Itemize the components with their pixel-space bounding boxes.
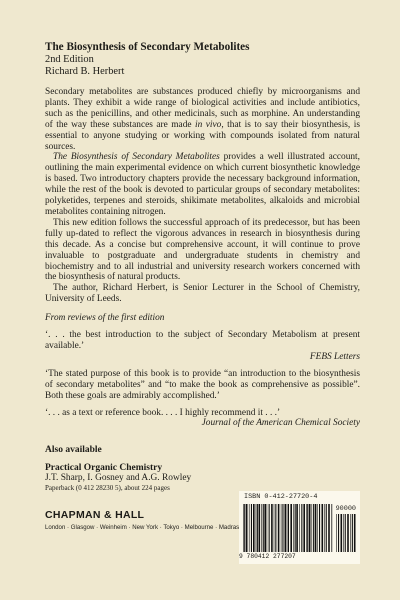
review-quote: ‘The stated purpose of this book is to provide “an introduction to the biosynthesis of secondary metabolites” and “to make the book as comprehensive as possible”. Both these goals are admirably accomplished.’ [45, 368, 360, 401]
barcode-bar [275, 504, 276, 552]
barcode-bar [288, 504, 289, 552]
also-available-title: Practical Organic Chemistry [45, 463, 163, 474]
barcode-box [239, 491, 360, 564]
barcode-bar [295, 504, 296, 552]
barcode-bar [271, 504, 273, 552]
review-quote: ‘. . . the best introduction to the subject of Secondary Metabolism at present available.’ [45, 330, 360, 352]
barcode-bar [354, 514, 356, 552]
review-quote: ‘. . . as a text or reference book. . . . I highly recommend it . . .’ [45, 407, 281, 418]
barcode-bar [336, 514, 337, 552]
cover-content [45, 41, 360, 493]
barcode-bar [313, 504, 314, 552]
barcode-bar [257, 504, 258, 552]
review-2 [45, 369, 360, 402]
review-3 [45, 408, 360, 430]
barcode-bar [278, 504, 280, 552]
barcode-bar [293, 504, 294, 552]
barcode-bar [331, 504, 332, 552]
description-paragraph-4: The author, Richard Herbert, is Senior Lecturer in the School of Chemistry, University of Leeds. [45, 283, 360, 305]
barcode-bar [315, 504, 317, 552]
also-available-details: Paperback (0 412 28230 5), about 224 pages [45, 484, 170, 493]
barcode-bar [256, 504, 257, 552]
barcode-bar [243, 504, 244, 552]
barcode-bar [352, 514, 353, 552]
barcode-bar [287, 504, 288, 552]
description-paragraph-1: Secondary metabolites are substances produced chiefly by microorganisms and plants. They exhibit a wide range of biological activities and include antibiotics, such as the penicillins, and other medicinals, such as morphine. An understanding of the way these substances are made in vivo, that is to say their biosynthesis, is essential to anyone studying or working with compounds isolated from natural sources. [45, 87, 360, 152]
barcode-bar [281, 504, 282, 552]
barcode-bar [350, 514, 351, 552]
barcode-bar [261, 504, 262, 552]
barcode-bar [299, 504, 300, 552]
barcode-bar [343, 514, 344, 552]
barcode-bar [263, 504, 264, 552]
barcode-bar [274, 504, 275, 552]
reviews-heading: From reviews of the first edition [45, 313, 165, 324]
also-available-authors: J.T. Sharp, I. Gosney and A.G. Rowley [45, 473, 192, 484]
barcode-bar [347, 514, 349, 552]
review-1 [45, 330, 360, 363]
barcode-bar [328, 504, 330, 552]
barcode-bar [285, 504, 287, 552]
review-source: Journal of the American Chemical Society [201, 418, 360, 429]
barcode-bar [319, 504, 320, 552]
barcode-bar [259, 504, 261, 552]
publisher-block [45, 509, 240, 531]
book-edition: 2nd Edition [45, 54, 94, 65]
description-paragraph-2: The Biosynthesis of Secondary Metabolites provides a well illustrated account, outlining the main experimental evidence on which current biosynthetic knowledge is based. Two introductory chapters provide the necessary background information, while the rest of the book is devoted to particular groups of secondary metabolites: polyketides, terpenes and steroids, shikimate metabolites, alkaloids and microbial metabolites containing nitrogen. [45, 152, 360, 217]
book-author: Richard B. Herbert [45, 66, 125, 77]
isbn-label: ISBN 0-412-27720-4 [244, 493, 318, 501]
barcode-bar [322, 504, 324, 552]
barcode-bar [296, 504, 298, 552]
barcode-bar [282, 504, 283, 552]
barcode-bar [290, 504, 292, 552]
barcode-bar [324, 504, 325, 552]
barcode-bar [312, 504, 313, 552]
barcode-bar [249, 504, 250, 552]
barcode-bar [345, 514, 346, 552]
barcode-bar [264, 504, 266, 552]
barcode-bar [253, 504, 255, 552]
barcode-bar [244, 504, 245, 552]
barcode-bar [306, 504, 307, 552]
barcode-bar [251, 504, 252, 552]
also-available-heading: Also available [45, 445, 102, 456]
barcode-bar [246, 504, 248, 552]
publisher-cities: London · Glasgow · Weinheim · New York · Tokyo · Melbourne · Madras [45, 524, 240, 531]
barcode-bar [307, 504, 308, 552]
barcode-bar [326, 504, 327, 552]
review-source: FEBS Letters [309, 351, 360, 362]
price-barcode-icon [336, 514, 356, 552]
description [45, 87, 360, 305]
barcode-digits: 9 780412 277207 [239, 553, 296, 560]
barcode-bar [303, 504, 305, 552]
price-code: 90000 [335, 505, 356, 513]
barcode-bar [301, 504, 302, 552]
barcode-bar [267, 504, 268, 552]
barcode-bar [269, 504, 270, 552]
barcode-bar [317, 504, 318, 552]
barcode-icon [243, 504, 333, 552]
description-paragraph-3: This new edition follows the successful approach of its predecessor, but has been fully up-dated to reflect the vigorous advances in research in biosynthesis during this decade. As a concise but comprehensive account, it will continue to prove invaluable to postgraduate and undergraduate students in chemistry and biochemistry and to all industrial and university research workers concerned with the biosynthesis of natural products. [45, 217, 360, 283]
publisher-name: CHAPMAN & HALL [45, 509, 145, 521]
barcode-bar [341, 514, 343, 552]
barcode-bar [338, 514, 339, 552]
book-title: The Biosynthesis of Secondary Metabolites [45, 41, 250, 53]
barcode-bar [309, 504, 311, 552]
